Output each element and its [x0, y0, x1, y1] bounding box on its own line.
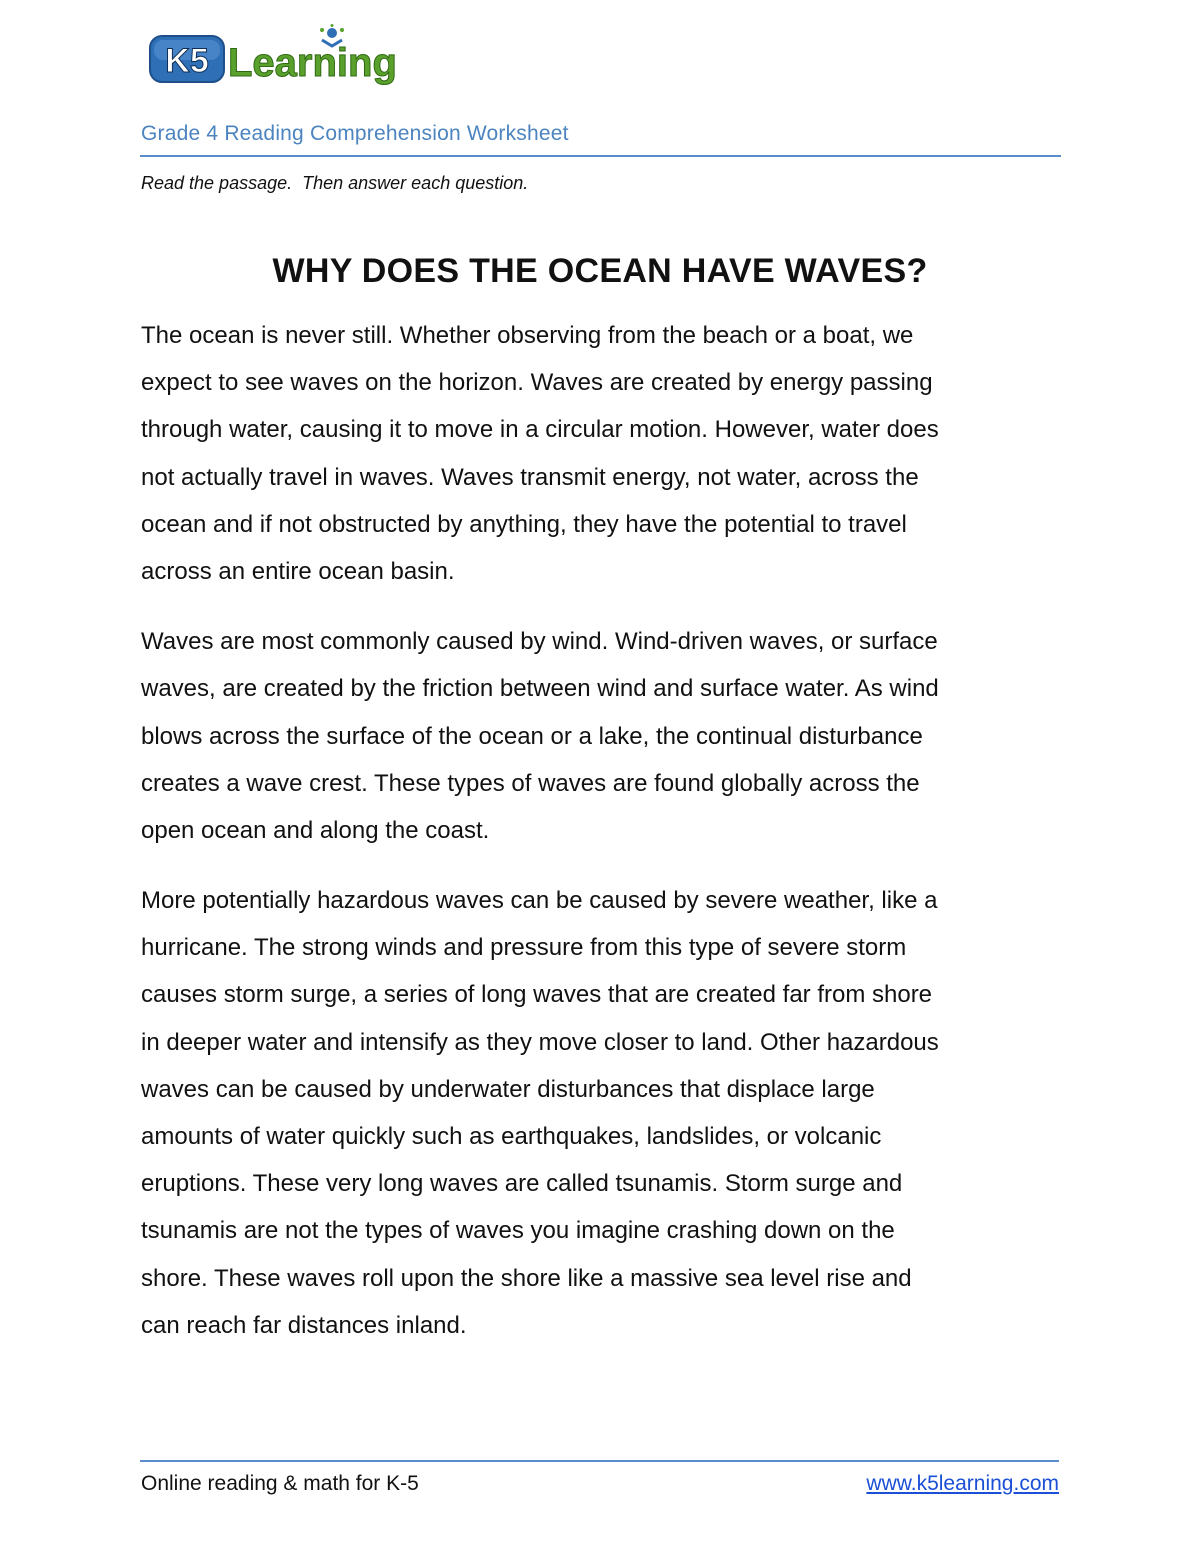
passage-title: WHY DOES THE OCEAN HAVE WAVES?: [272, 252, 928, 290]
logo-badge-text: K5: [165, 42, 209, 80]
passage-line: across an entire ocean basin.: [141, 557, 455, 585]
passage-line: expect to see waves on the horizon. Waves are created by energy passing: [141, 369, 933, 397]
k5-learning-logo-graphic: [146, 24, 398, 92]
passage-line: creates a wave crest. These types of waves are found globally across the: [141, 769, 920, 797]
paragraph-2: [141, 618, 1061, 854]
passage-line: causes storm surge, a series of long waves that are created far from shore: [141, 981, 933, 1009]
passage-line: eruptions. These very long waves are called tsunamis. Storm surge and: [141, 1170, 903, 1198]
header-divider: [140, 155, 1061, 157]
k5-learning-logo: [146, 24, 398, 92]
logo-word-text: Learning: [228, 41, 397, 85]
paragraph-1: [141, 312, 1061, 595]
passage-line: can reach far distances inland.: [141, 1311, 467, 1339]
passage-body: [141, 312, 1061, 1372]
passage-line: blows across the surface of the ocean or a lake, the continual disturbance: [141, 722, 923, 750]
passage-line: ocean and if not obstructed by anything, they have the potential to travel: [141, 510, 907, 538]
passage-line: shore. These waves roll upon the shore like a massive sea level rise and: [141, 1264, 912, 1292]
passage-line: waves can be caused by underwater disturbances that displace large: [141, 1075, 875, 1103]
instruction-text: Read the passage. Then answer each question.: [141, 173, 529, 193]
footer-website-link[interactable]: www.k5learning.com: [866, 1472, 1059, 1495]
passage-line: waves, are created by the friction between wind and surface water. As wind: [141, 675, 939, 703]
footer-divider: [140, 1460, 1059, 1462]
passage-line: Waves are most commonly caused by wind. Wind-driven waves, or surface: [141, 628, 938, 656]
passage-line: tsunamis are not the types of waves you imagine crashing down on the: [141, 1217, 895, 1245]
paragraph-3: [141, 877, 1061, 1349]
footer-tagline: Online reading & math for K-5: [141, 1472, 419, 1495]
passage-line: The ocean is never still. Whether observing from the beach or a boat, we: [141, 322, 914, 349]
worksheet-title: Grade 4 Reading Comprehension Worksheet: [141, 122, 569, 145]
passage-line: through water, causing it to move in a circular motion. However, water does: [141, 416, 939, 444]
passage-line: open ocean and along the coast.: [141, 816, 490, 844]
passage-line: hurricane. The strong winds and pressure from this type of severe storm: [141, 934, 907, 962]
passage-line: More potentially hazardous waves can be caused by severe weather, like a: [141, 887, 938, 915]
passage-line: amounts of water quickly such as earthquakes, landslides, or volcanic: [141, 1123, 882, 1150]
passage-line: not actually travel in waves. Waves transmit energy, not water, across the: [141, 463, 919, 491]
passage-line: in deeper water and intensify as they move closer to land. Other hazardous: [141, 1028, 939, 1056]
